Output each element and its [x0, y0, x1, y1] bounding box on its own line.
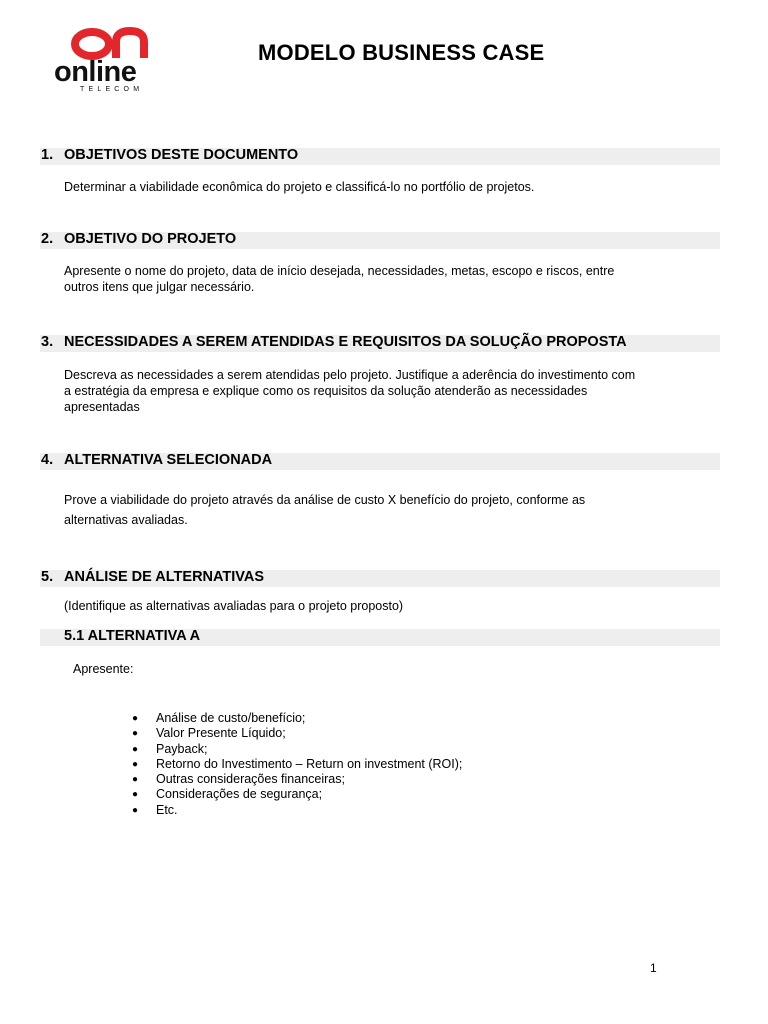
- section-number: 5.: [41, 569, 54, 585]
- paragraph-line: (Identifique as alternativas avaliadas para o projeto proposto): [64, 599, 404, 613]
- list-item-text: Análise de custo/benefício;: [156, 711, 306, 725]
- subsection-title: 5.1 ALTERNATIVA A: [64, 628, 201, 644]
- list-item: [130, 711, 462, 726]
- online-telecom-logo-icon: [52, 26, 184, 94]
- section-5-body: [64, 598, 664, 614]
- list-item-text: Outras considerações financeiras;: [156, 772, 345, 787]
- bullet-icon: ●: [132, 728, 139, 740]
- bullet-icon: ●: [132, 743, 139, 755]
- section-title: NECESSIDADES A SEREM ATENDIDAS E REQUISITOS DA SOLUÇÃO PROPOSTA: [64, 334, 627, 350]
- bullet-list: [130, 711, 462, 818]
- section-title: OBJETIVO DO PROJETO: [64, 231, 237, 247]
- page-number: 1: [650, 961, 657, 975]
- list-item: [130, 757, 462, 772]
- bullet-icon: ●: [132, 774, 139, 786]
- subsection-intro: Apresente:: [73, 662, 134, 676]
- section-3-header: [40, 335, 720, 352]
- paragraph-line: outros itens que julgar necessário.: [64, 280, 255, 294]
- list-item: [130, 787, 462, 802]
- paragraph-line: Prove a viabilidade do projeto através da análise de custo X benefício do projeto, conforme as: [64, 493, 586, 507]
- section-number: 2.: [41, 231, 54, 247]
- logo-brand-text: online: [54, 56, 137, 88]
- list-item: [130, 742, 462, 757]
- document-title: MODELO BUSINESS CASE: [258, 40, 545, 65]
- logo-sub-text: TELECOM: [80, 86, 144, 93]
- paragraph-line: Descreva as necessidades a serem atendidas pelo projeto. Justifique a aderência do investimento com: [64, 368, 636, 382]
- section-number: 3.: [41, 334, 54, 350]
- section-title: ANÁLISE DE ALTERNATIVAS: [64, 569, 265, 585]
- section-title: ALTERNATIVA SELECIONADA: [64, 452, 273, 468]
- section-title: OBJETIVOS DESTE DOCUMENTO: [64, 147, 299, 163]
- bullet-icon: ●: [132, 789, 139, 801]
- section-2-header: [40, 232, 720, 249]
- subsection-5-1-header: [40, 629, 720, 646]
- section-3-body: [64, 367, 664, 415]
- list-item-text: Retorno do Investimento – Return on investment (ROI);: [156, 756, 463, 771]
- paragraph-line: apresentadas: [64, 400, 140, 414]
- bullet-icon: ●: [132, 758, 139, 770]
- bullet-icon: ●: [132, 804, 139, 816]
- paragraph-line: alternativas avaliadas.: [64, 513, 188, 527]
- list-item-text: Etc.: [156, 802, 178, 817]
- list-item: [130, 772, 462, 787]
- section-4-body: [64, 490, 664, 530]
- section-1-body: [64, 179, 664, 195]
- list-item: [130, 726, 462, 741]
- paragraph-line: Determinar a viabilidade econômica do projeto e classificá-lo no portfólio de projetos.: [64, 180, 535, 194]
- section-number: 1.: [41, 147, 54, 163]
- list-item-text: Valor Presente Líquido;: [156, 726, 286, 741]
- bullet-icon: ●: [132, 713, 139, 724]
- paragraph-line: a estratégia da empresa e explique como os requisitos da solução atenderão as necessidades: [64, 384, 588, 398]
- list-item: [130, 803, 462, 818]
- section-2-body: [64, 263, 664, 295]
- list-item-text: Payback;: [156, 741, 208, 756]
- section-number: 4.: [41, 452, 54, 468]
- company-logo: [52, 26, 184, 94]
- paragraph-line: Apresente o nome do projeto, data de início desejada, necessidades, metas, escopo e riscos, entre: [64, 264, 615, 278]
- section-5-header: [40, 570, 720, 587]
- section-4-header: [40, 453, 720, 470]
- list-item-text: Considerações de segurança;: [156, 787, 323, 802]
- section-1-header: [40, 148, 720, 165]
